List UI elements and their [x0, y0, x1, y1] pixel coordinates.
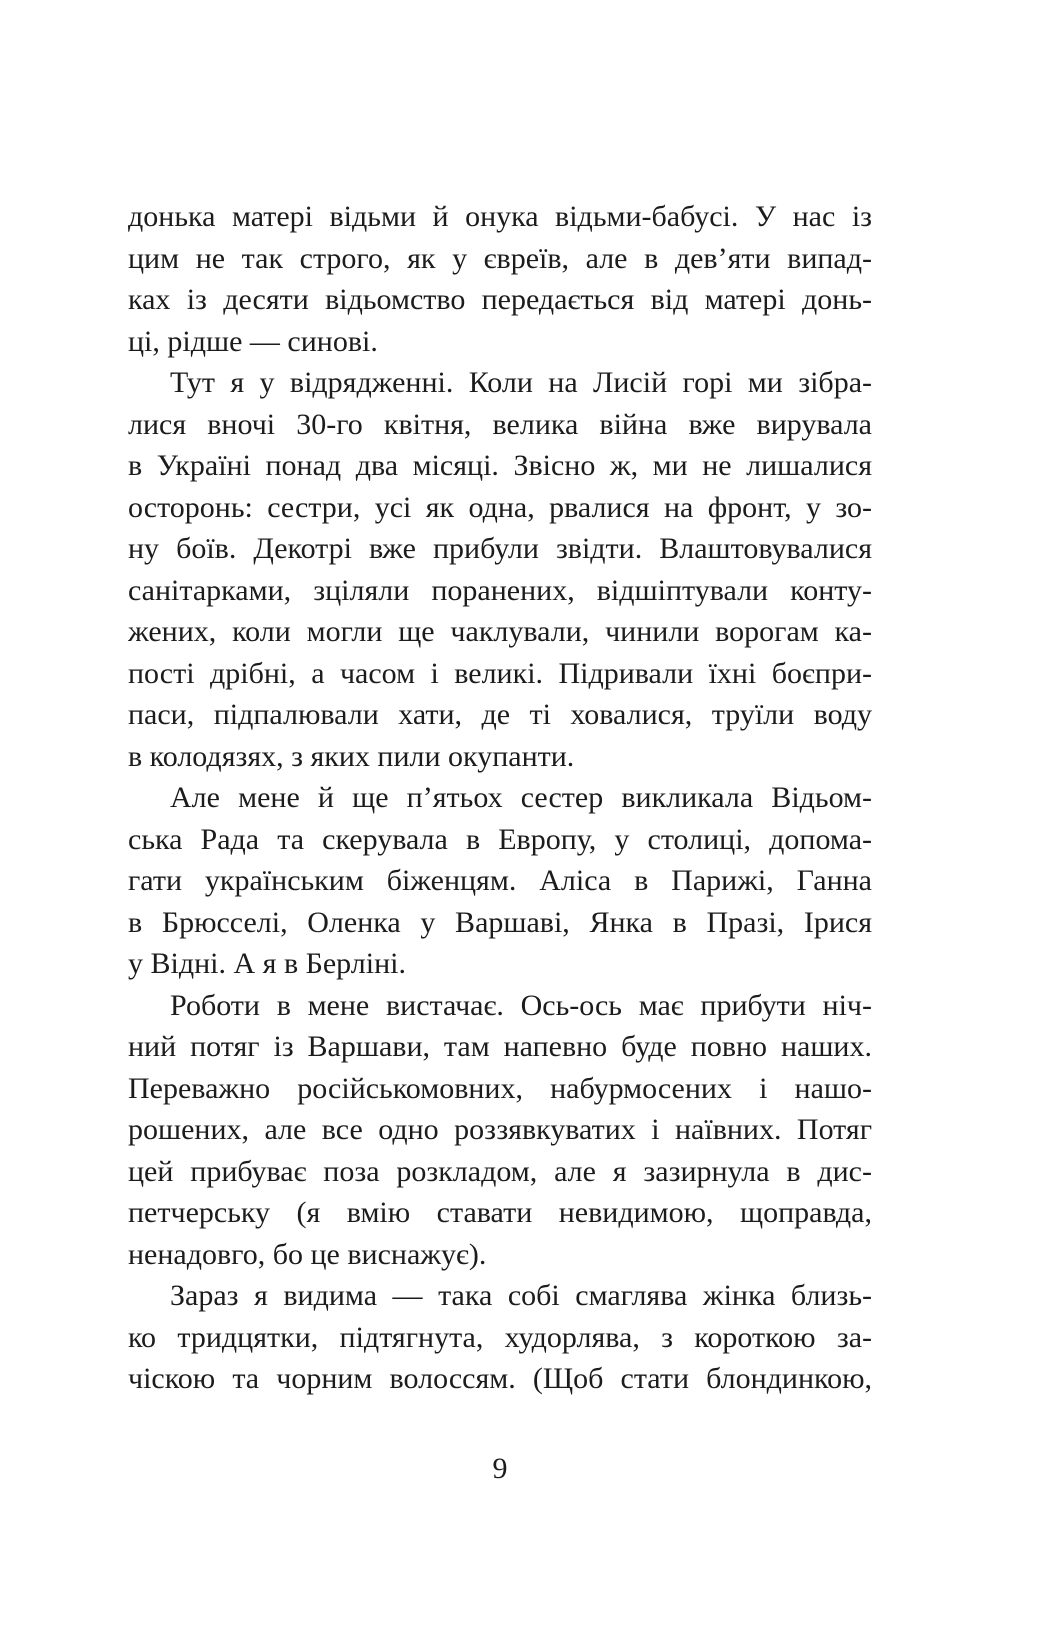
- text-line: пості дрібні, а часом і великі. Підривали їхні боєпри-: [128, 656, 872, 690]
- text-line: цим не так строго, як у євреїв, але в дев’яти випад-: [128, 241, 872, 275]
- text-line: ний потяг із Варшави, там напевно буде повно наших.: [128, 1030, 872, 1063]
- paragraph: [128, 196, 872, 362]
- paragraph: [128, 985, 872, 1276]
- page-number: 9: [492, 1452, 508, 1485]
- text-line: Але мене й ще п’ятьох сестер викликала Відьом-: [170, 781, 872, 814]
- text-line: у Відні. А я в Берліні.: [128, 947, 406, 980]
- text-line: петчерську (я вмію ставати невидимою, щоправда,: [128, 1196, 872, 1229]
- text-line: в Брюсселі, Оленка у Варшаві, Янка в Празі, Ірися: [128, 905, 872, 939]
- text-line: ну боїв. Декотрі вже прибули звідти. Влаштовувалися: [128, 532, 872, 565]
- text-line: рошених, але все одно роззявкуватих і наївних. Потяг: [128, 1113, 872, 1146]
- text-line: Переважно російськомовних, набурмосених і нашо-: [128, 1071, 872, 1105]
- text-line: лися вночі 30-го квітня, велика війна вже вирувала: [128, 407, 872, 441]
- paragraph: [128, 777, 872, 985]
- text-block: [128, 196, 872, 1400]
- text-line: паси, підпалювали хати, де ті ховалися, труїли воду: [128, 698, 872, 731]
- text-line: ках із десяти відьомство передається від матері донь-: [128, 283, 872, 316]
- text-line: ці, рідше — синові.: [128, 324, 378, 358]
- text-line: в колодязях, з яких пили окупанти.: [128, 739, 575, 773]
- text-line: в Україні понад два місяці. Звісно ж, ми не лишалися: [128, 449, 872, 482]
- text-line: донька матері відьми й онука відьми-бабусі. У нас із: [128, 200, 872, 233]
- text-line: санітарками, зціляли поранених, відшіптували конту-: [128, 573, 872, 607]
- text-line: ненадовго, бо це виснажує).: [128, 1237, 487, 1271]
- text-line: Зараз я видима — така собі смаглява жінка близь-: [170, 1279, 872, 1312]
- text-line: жених, коли могли ще чаклували, чинили ворогам ка-: [128, 615, 872, 648]
- text-line: ко тридцятки, підтягнута, худорлява, з короткою за-: [128, 1320, 872, 1354]
- text-line: ська Рада та скерувала в Европу, у столиці, допома-: [128, 822, 872, 856]
- text-line: гати українським біженцям. Аліса в Парижі, Ганна: [128, 864, 872, 897]
- text-line: цей прибуває поза розкладом, але я зазирнула в дис-: [128, 1154, 872, 1188]
- text-line: осторонь: сестри, усі як одна, рвалися на фронт, у зо-: [128, 490, 872, 524]
- paragraph: [128, 1275, 872, 1400]
- paragraph: [128, 362, 872, 777]
- text-line: Роботи в мене вистачає. Ось-ось має прибути ніч-: [170, 988, 872, 1022]
- text-line: чіскою та чорним волоссям. (Щоб стати блондинкою,: [128, 1362, 872, 1395]
- text-line: Тут я у відрядженні. Коли на Лисій горі ми зібра-: [170, 366, 872, 399]
